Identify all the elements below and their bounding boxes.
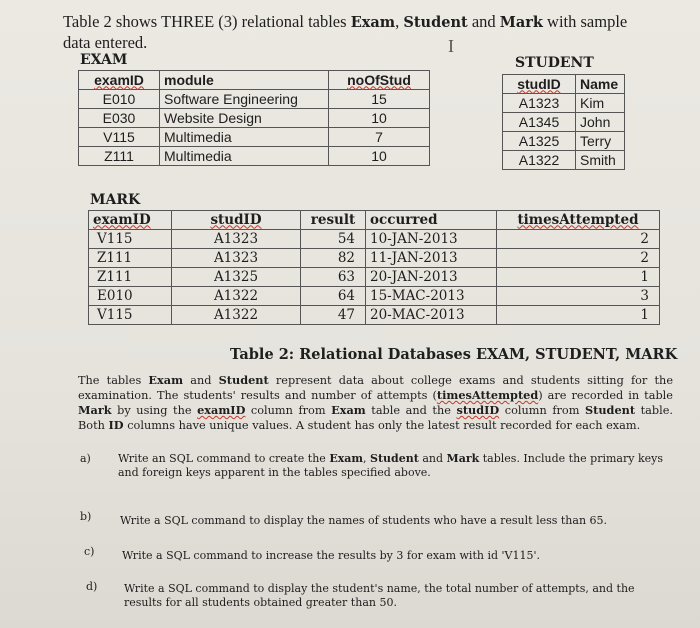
- table-cell: John: [576, 113, 625, 132]
- intro-table-name: Mark: [499, 14, 543, 31]
- table-row: [503, 151, 625, 170]
- table-cell: A1322: [172, 287, 301, 306]
- column-header-label: examID: [94, 71, 144, 88]
- description-paragraph: [78, 373, 673, 433]
- column-header: module: [160, 71, 329, 90]
- table-cell: 3: [497, 287, 660, 306]
- table-cell: 82: [301, 249, 366, 268]
- table-cell: 64: [301, 287, 366, 306]
- table-cell: A1323: [503, 94, 576, 113]
- intro-text-part: with sample: [542, 12, 628, 31]
- column-header: [89, 211, 172, 230]
- exam-table: [78, 70, 430, 166]
- table-cell: A1325: [503, 132, 576, 151]
- table-title: Table 2: Relational Databases EXAM, STUDENT, MARK: [230, 346, 678, 363]
- table-cell: A1345: [503, 113, 576, 132]
- table-row: [503, 94, 625, 113]
- para-text: column from: [499, 404, 585, 417]
- table-row: [89, 230, 660, 249]
- question-bold: Mark: [446, 452, 480, 465]
- table-cell: A1322: [172, 306, 301, 325]
- intro-table-name: Student: [403, 14, 468, 31]
- table-cell: V115: [89, 306, 172, 325]
- para-text: table. Both: [78, 404, 674, 432]
- table-cell: Software Engineering: [160, 90, 329, 109]
- para-bold: Student: [218, 373, 269, 387]
- table-row: [79, 90, 430, 109]
- table-cell: 15: [329, 90, 430, 109]
- column-header-label: studID: [517, 75, 561, 92]
- table-cell: 2: [497, 230, 660, 249]
- intro-table-name: Exam: [350, 14, 396, 31]
- table-row: [89, 287, 660, 306]
- column-header: [503, 75, 576, 94]
- para-text: The tables: [78, 374, 149, 387]
- table-cell: 11-JAN-2013: [366, 249, 497, 268]
- column-header: [79, 71, 160, 90]
- exam-caption: EXAM: [80, 52, 128, 68]
- table-cell: 20-MAC-2013: [366, 306, 497, 325]
- para-text: represent data about college exams and students sitting for the examination. The students' results and number of attempts (: [78, 374, 673, 402]
- table-cell: Terry: [576, 132, 625, 151]
- question-b: Write a SQL command to display the names of students who have a result less than 65.: [120, 514, 608, 527]
- table-cell: A1325: [172, 268, 301, 287]
- para-bold: timesAttempted: [436, 388, 539, 402]
- table-cell: 1: [497, 268, 660, 287]
- text-cursor-icon: I: [448, 36, 454, 56]
- table-row: [89, 268, 660, 287]
- intro-text-part: data entered.: [63, 33, 148, 52]
- table-cell: Z111: [89, 249, 172, 268]
- table-cell: E030: [79, 109, 160, 128]
- intro-text: [63, 12, 663, 53]
- table-row: [503, 113, 625, 132]
- table-cell: Multimedia: [160, 128, 329, 147]
- para-bold: examID: [197, 403, 246, 417]
- question-d-marker: d): [86, 580, 98, 593]
- intro-text-part: Table 2 shows THREE (3) relational tables: [63, 12, 351, 31]
- student-table: [502, 74, 625, 170]
- column-header: result: [301, 211, 366, 230]
- table-cell: 2: [497, 249, 660, 268]
- student-caption: STUDENT: [515, 55, 594, 71]
- table-cell: 10: [329, 109, 430, 128]
- table-header-row: [89, 211, 660, 230]
- table-cell: E010: [79, 90, 160, 109]
- question-b-marker: b): [80, 510, 92, 523]
- table-cell: Website Design: [160, 109, 329, 128]
- table-row: [79, 109, 430, 128]
- para-text: table and the: [365, 404, 457, 417]
- table-cell: V115: [79, 128, 160, 147]
- table-cell: 20-JAN-2013: [366, 268, 497, 287]
- table-cell: 15-MAC-2013: [366, 287, 497, 306]
- table-row: [79, 147, 430, 166]
- column-header-label: studID: [210, 211, 262, 228]
- para-bold: Student: [584, 403, 636, 417]
- table-cell: 63: [301, 268, 366, 287]
- mark-table: [88, 210, 660, 325]
- table-row: [89, 249, 660, 268]
- question-c: Write a SQL command to increase the results by 3 for exam with id 'V115'.: [122, 549, 540, 562]
- table-cell: 1: [497, 306, 660, 325]
- para-text: and: [183, 374, 219, 387]
- table-cell: Multimedia: [160, 147, 329, 166]
- column-header-label: examID: [93, 211, 151, 228]
- column-header: [497, 211, 660, 230]
- para-text: columns have unique values. A student has only the latest result recorded for each exam.: [123, 419, 641, 432]
- column-header-label: noOfStud: [347, 71, 411, 88]
- question-text: and: [418, 452, 447, 465]
- para-bold: Exam: [331, 403, 366, 417]
- column-header: [172, 211, 301, 230]
- para-bold: ID: [108, 418, 124, 432]
- table-cell: Z111: [79, 147, 160, 166]
- para-text: by using the: [111, 404, 198, 417]
- column-header: occurred: [366, 211, 497, 230]
- question-d: Write a SQL command to display the student's name, the total number of attempts, and the results for all students obtained greater than 50.: [124, 582, 635, 609]
- para-bold: studID: [456, 403, 500, 417]
- table-cell: 7: [329, 128, 430, 147]
- intro-text-part: and: [467, 12, 500, 31]
- question-text: Write an SQL command to create the: [118, 452, 330, 465]
- table-cell: A1323: [172, 249, 301, 268]
- table-cell: Smith: [576, 151, 625, 170]
- question-bold: Student: [370, 452, 419, 465]
- mark-caption: MARK: [90, 192, 141, 208]
- question-bold: Exam: [329, 452, 364, 465]
- intro-text-part: ,: [395, 12, 404, 31]
- column-header: [329, 71, 430, 90]
- para-bold: Mark: [78, 403, 112, 417]
- table-cell: V115: [89, 230, 172, 249]
- table-cell: Kim: [576, 94, 625, 113]
- table-cell: A1323: [172, 230, 301, 249]
- table-cell: 54: [301, 230, 366, 249]
- question-a-marker: a): [80, 452, 91, 465]
- table-cell: A1322: [503, 151, 576, 170]
- question-a: [118, 452, 663, 480]
- table-header-row: [79, 71, 430, 90]
- table-cell: 10-JAN-2013: [366, 230, 497, 249]
- column-header: Name: [576, 75, 625, 94]
- para-bold: Exam: [148, 373, 184, 387]
- table-cell: 47: [301, 306, 366, 325]
- table-cell: Z111: [89, 268, 172, 287]
- question-text: tables. Include the primary keys and foreign keys apparent in the tables specified above.: [118, 452, 663, 479]
- table-cell: E010: [89, 287, 172, 306]
- table-cell: 10: [329, 147, 430, 166]
- para-text: column from: [245, 404, 332, 417]
- para-text: ) are recorded in table: [538, 389, 673, 402]
- table-header-row: [503, 75, 625, 94]
- table-row: [89, 306, 660, 325]
- table-row: [79, 128, 430, 147]
- table-row: [503, 132, 625, 151]
- question-c-marker: c): [84, 545, 95, 558]
- column-header-label: timesAttempted: [517, 211, 639, 228]
- question-text: ,: [363, 452, 371, 465]
